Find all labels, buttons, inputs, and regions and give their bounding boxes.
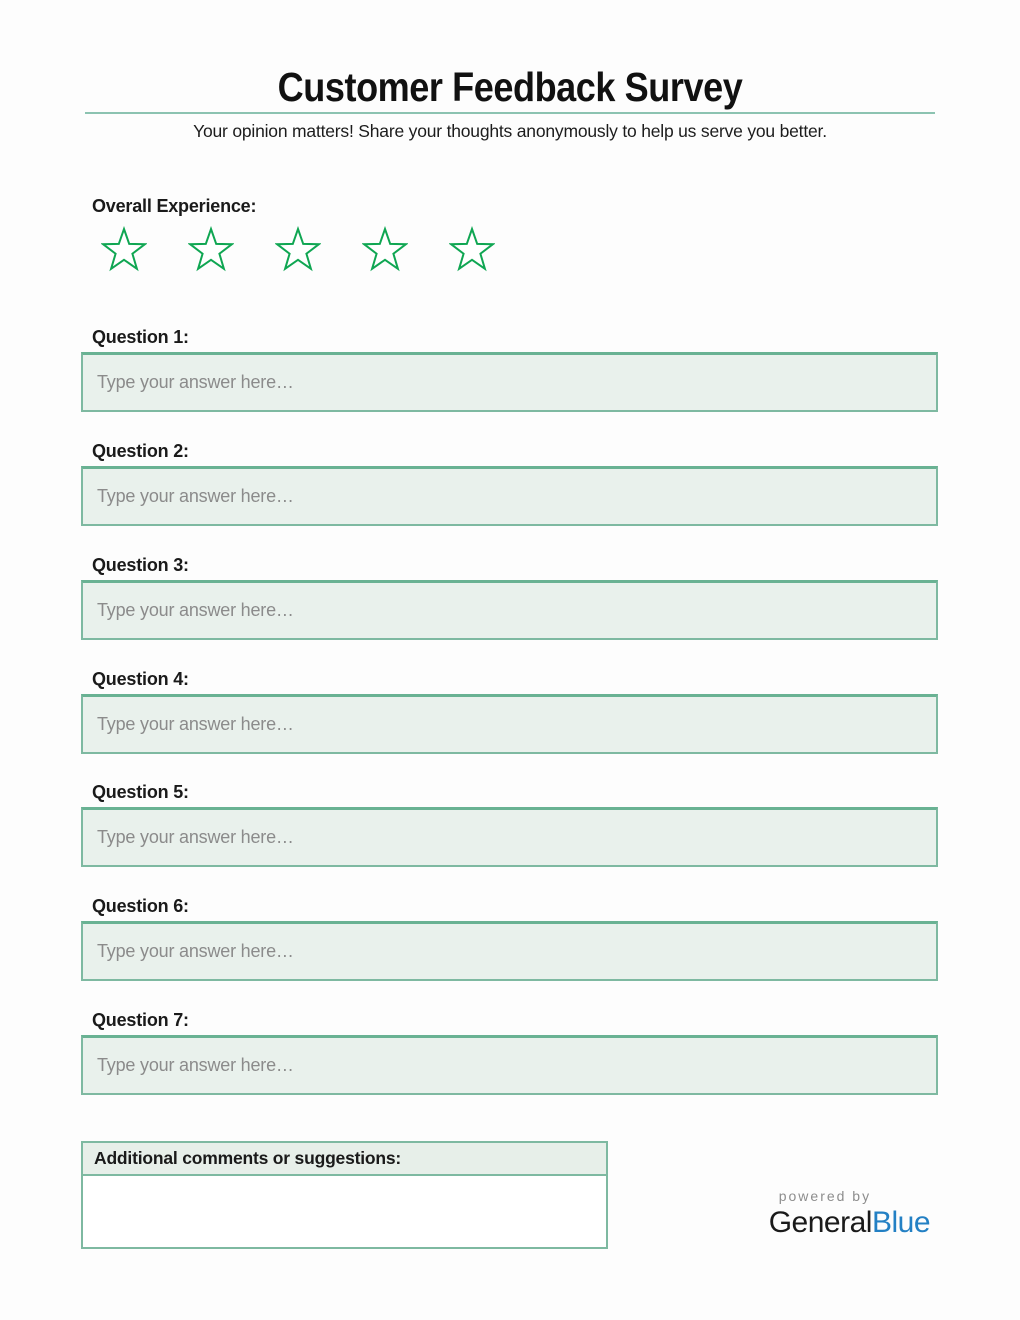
page-subtitle: Your opinion matters! Share your thoughts anonymously to help us serve you better.: [193, 121, 827, 141]
generalblue-wordmark: [769, 1208, 930, 1238]
question-4-input[interactable]: [81, 694, 938, 754]
additional-comments-label: Additional comments or suggestions:: [83, 1143, 606, 1176]
question-2-label: Question 2:: [92, 441, 189, 461]
star-icon[interactable]: [275, 226, 321, 274]
star-rating: [101, 226, 495, 274]
page-title: Customer Feedback Survey: [277, 64, 743, 110]
powered-by-label: powered by: [778, 1188, 872, 1204]
question-1-input[interactable]: [81, 352, 938, 412]
overall-experience-label: Overall Experience:: [92, 196, 257, 216]
question-5-label: Question 5:: [92, 782, 189, 802]
generalblue-logo: [769, 1189, 930, 1238]
question-3-input[interactable]: [81, 580, 938, 640]
star-icon[interactable]: [362, 226, 408, 274]
brand-blue-text: Blue: [871, 1206, 930, 1239]
question-3-label: Question 3:: [92, 555, 189, 575]
star-icon[interactable]: [188, 226, 234, 274]
title-divider: [85, 112, 935, 114]
question-5-input[interactable]: [81, 807, 938, 867]
additional-comments-input[interactable]: [83, 1176, 606, 1247]
question-2-input[interactable]: [81, 466, 938, 526]
question-6-input[interactable]: [81, 921, 938, 981]
question-7-label: Question 7:: [92, 1010, 189, 1030]
brand-general-text: General: [768, 1206, 872, 1239]
additional-comments-box: [81, 1141, 608, 1249]
star-icon[interactable]: [449, 226, 495, 274]
question-1-label: Question 1:: [92, 327, 189, 347]
question-6-label: Question 6:: [92, 896, 189, 916]
star-icon[interactable]: [101, 226, 147, 274]
question-7-input[interactable]: [81, 1035, 938, 1095]
question-4-label: Question 4:: [92, 669, 189, 689]
